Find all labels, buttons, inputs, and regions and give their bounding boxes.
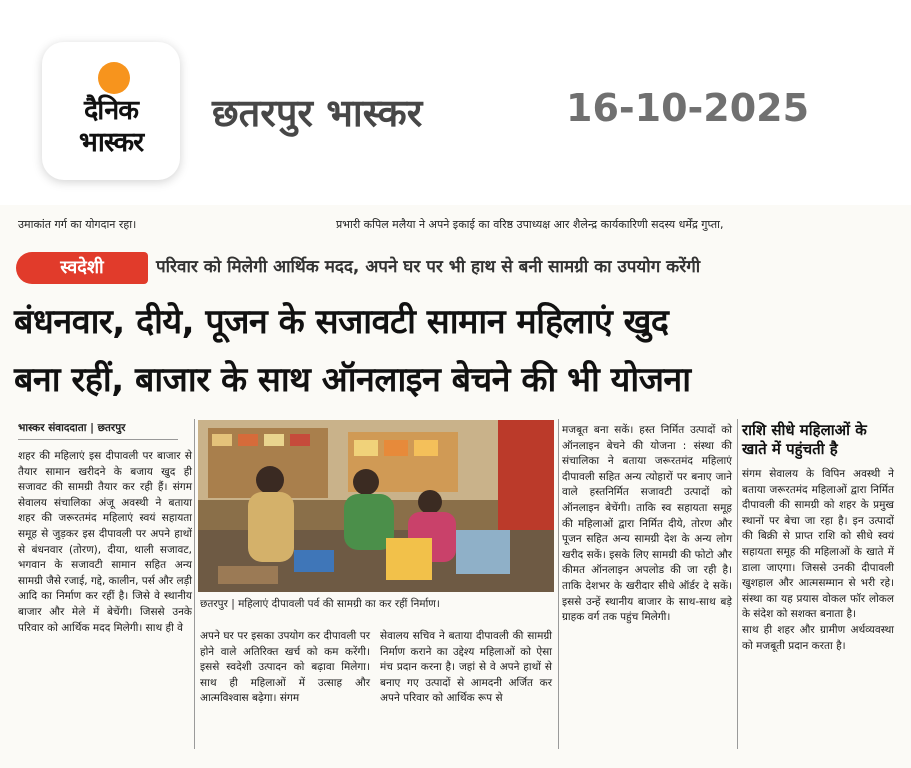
- article-column-3: सेवालय सचिव ने बताया दीपावली की सामग्री निर्माण कराने का उद्देश्य महिलाओं को ऐसा मंच प्रदान करना है। जहां से वे अपने हाथों से बनाए गए उत्पादों से आमदनी अर्जित कर अपने परिवार को आर्थिक रूप से: [380, 630, 552, 705]
- logo-text-line2: भास्कर: [78, 127, 144, 158]
- article-column-2: अपने घर पर इसका उपयोग कर दीपावली पर होने वाले अतिरिक्त खर्च को कम करेंगी। इससे स्वदेशी उत्पादन को बढ़ावा मिलेगा। साथ ही महिलाओं में उत्साह और आत्मविश्वास बढ़ेगा। संगम: [200, 630, 370, 705]
- sidebar-paragraph-2: साथ ही शहर और ग्रामीण अर्थव्यवस्था को मजबूती प्रदान करता है।: [742, 623, 894, 652]
- article-column-4: मजबूत बना सकें। हस्त निर्मित उत्पादों को ऑनलाइन बेचने की योजना : संस्था की संचालिका ने बताया जरूरतमंद महिलाएं दीपावली सहित अन्य त्योहारों पर बनाए जाने वाले हस्तनिर्मित सजावटी उत्पादों को ऑनलाइन बेचेंगी। ताकि स्व सहायता समूह की महिलाओं द्वारा निर्मित दीये, तोरण और पूजन सहित अन्य सामग्री देश के अन्य लोग खरीद सकें। इसके लिए सामग्री की फोटो और कीमत ऑनलाइन अपलोड की जा रही है। ताकि देशभर के खरीदार सीधे ऑर्डर दे सकें। इससे उन्हें स्थानीय बाजार के साथ-साथ बड़े ग्राहक वर्ग तक पहुंच मिलेगी।: [562, 424, 732, 624]
- photo-illustration: [198, 420, 554, 592]
- article-column-1: शहर की महिलाएं इस दीपावली पर बाजार से तैयार सामान खरीदने के बजाय खुद ही सजावट की सामग्री तैयार कर रही हैं। संगम सेवालय संचालिका अंजू अवस्थी ने बताया शहर की जरूरतमंद महिलाएं स्वयं सहायता समूह से जुड़कर इस दीपावली पर अपने हाथों से बंधनवार (तोरण), दीया, थाली सजावट, भगवान के सजावटी सामान सहित अन्य सामग्री जैसे रजाई, गद्दे, कालीन, पर्स और लड़ी आदि का निर्माण कर रहीं है। जिसे वे स्थानीय बाजार और मेले में बेचेंगी। जिससे उनके परिवार को आर्थिक मदद मिलेगी। साथ ही वे: [18, 450, 192, 634]
- newspaper-clipping[interactable]: [0, 205, 911, 768]
- app-header: [0, 0, 911, 205]
- sidebar-heading: राशि सीधे महिलाओं के खाते में पहुंचती है: [742, 421, 867, 458]
- photo-caption: छतरपुर | महिलाएं दीपावली पर्व की सामग्री का कर रहीं निर्माण।: [200, 598, 440, 610]
- kicker-badge: स्वदेशी: [16, 252, 148, 284]
- sun-icon: [98, 62, 130, 94]
- column-divider: [558, 419, 559, 749]
- headline-line-2: बना रहीं, बाजार के साथ ऑनलाइन बेचने की भी योजना: [14, 360, 691, 400]
- article-photo: [198, 420, 554, 592]
- dainik-bhaskar-logo[interactable]: [42, 42, 180, 180]
- kicker-row: [16, 250, 896, 286]
- column-divider: [737, 419, 738, 749]
- top-strip-right: प्रभारी कपिल मलैया ने अपने इकाई का वरिष्ठ उपाध्यक्ष आर शैलेन्द्र कार्यकारिणी सदस्य धर्मेंद्र गुप्ता,: [336, 218, 724, 231]
- edition-date: 16-10-2025: [566, 86, 810, 130]
- kicker-subheading: परिवार को मिलेगी आर्थिक मदद, अपने घर पर भी हाथ से बनी सामग्री का उपयोग करेंगी: [156, 257, 701, 277]
- top-strip-left: उमाकांत गर्ग का योगदान रहा।: [18, 218, 137, 231]
- article-column-5: [742, 467, 894, 654]
- sidebar-paragraph-1: संगम सेवालय के विपिन अवस्थी ने बताया जरूरतमंद महिलाओं द्वारा निर्मित दीपावली की सामग्री को शहर के प्रमुख स्थानों पर बेचा जा रहा है। इन उत्पादों की बिक्री से प्राप्त राशि को सीधे स्वयं सहायता समूह की महिलाओं के खाते में डाला जाएगा। जिससे उनकी दीपावली खुशहाल और आत्मसम्मान से भरी रहे। संस्था का यह प्रयास वोकल फॉर लोकल के संदेश को सशक्त बनाता है।: [742, 468, 894, 621]
- headline-line-1: बंधनवार, दीये, पूजन के सजावटी सामान महिलाएं खुद: [14, 302, 669, 342]
- column-divider: [194, 419, 195, 749]
- edition-title: छतरपुर भास्कर: [212, 91, 423, 135]
- logo-text-line1: दैनिक: [83, 95, 139, 126]
- byline: भास्कर संवाददाता | छतरपुर: [18, 421, 178, 440]
